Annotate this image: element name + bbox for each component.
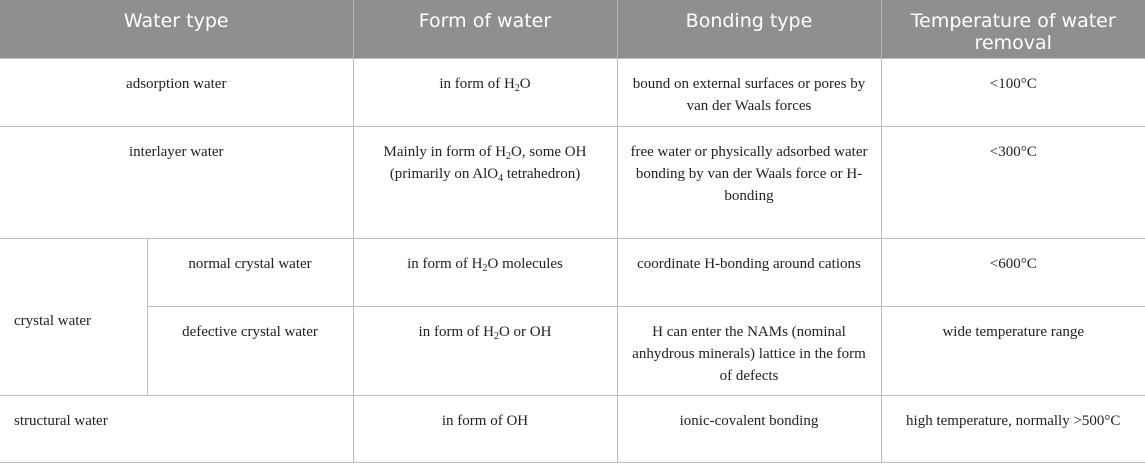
cell-form: in form of $H_2O$ molecules: [353, 238, 617, 306]
cell-temperature: <300°C: [881, 126, 1145, 238]
row-structural-water: [0, 395, 1145, 462]
header-temperature: Temperature of water removal: [881, 0, 1145, 58]
header-form-of-water: Form of water: [353, 0, 617, 58]
cell-bonding: H can enter the NAMs (nominal anhydrous minerals) lattice in the form of defects: [617, 306, 881, 395]
cell-bonding: ionic-covalent bonding: [617, 395, 881, 462]
cell-water-type: interlayer water: [0, 126, 353, 238]
cell-temperature: <600°C: [881, 238, 1145, 306]
cell-form: Mainly in form of $H_2O$, some OH (primarily on AlO$_4$ tetrahedron): [353, 126, 617, 238]
cell-bonding: bound on external surfaces or pores by van der Waals forces: [617, 58, 881, 126]
cell-water-type: adsorption water: [0, 58, 353, 126]
cell-water-type: structural water: [0, 395, 353, 462]
cell-form: in form of OH: [353, 395, 617, 462]
cell-form: in form of $H_2O$ or OH: [353, 306, 617, 395]
row-interlayer-water: [0, 126, 1145, 238]
row-defective-crystal-water: [0, 306, 1145, 395]
cell-bonding: free water or physically adsorbed water bonding by van der Waals force or H-bonding: [617, 126, 881, 238]
cell-temperature: wide temperature range: [881, 306, 1145, 395]
cell-bonding: coordinate H-bonding around cations: [617, 238, 881, 306]
cell-water-subtype: defective crystal water: [147, 306, 353, 395]
cell-form: in form of $H_2O$: [353, 58, 617, 126]
cell-temperature: <100°C: [881, 58, 1145, 126]
cell-water-subtype: normal crystal water: [147, 238, 353, 306]
row-normal-crystal-water: [0, 238, 1145, 306]
cell-water-type: crystal water: [0, 238, 147, 395]
header-bonding-type: Bonding type: [617, 0, 881, 58]
header-water-type: Water type: [0, 0, 353, 58]
row-adsorption-water: [0, 58, 1145, 126]
header-row: [0, 0, 1145, 58]
cell-temperature: high temperature, normally >500°C: [881, 395, 1145, 462]
